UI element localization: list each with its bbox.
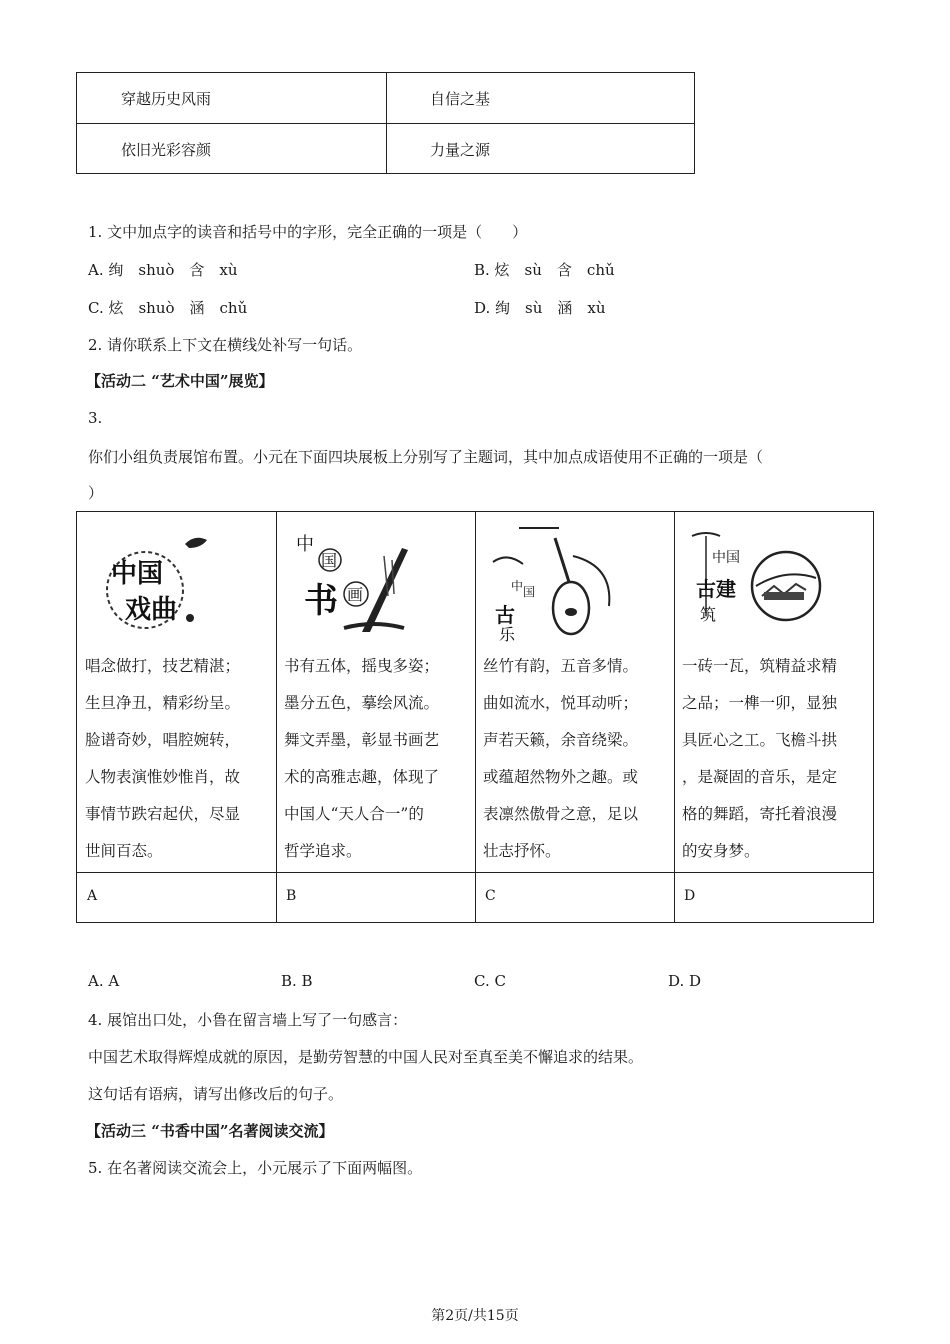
top-table bbox=[76, 72, 695, 174]
table-divider bbox=[674, 512, 675, 922]
logo-char: 国 bbox=[523, 585, 536, 599]
panel-line: 人物表演惟妙惟肖，故 bbox=[85, 768, 241, 786]
logo-char: 中国 bbox=[712, 550, 740, 566]
q3-stem: 你们小组负责展馆布置。小元在下面四块展板上分别写了主题词，其中加点成语使用不正确的一项是（ bbox=[88, 448, 764, 466]
activity3-title: 【活动三 “书香中国”名著阅读交流】 bbox=[86, 1122, 334, 1140]
panel-line: 之品；一榫一卯，显独 bbox=[682, 694, 838, 712]
q1-option-b: B. 炫 sù 含 chǔ bbox=[474, 261, 615, 279]
panel-line: 术的高雅志趣，体现了 bbox=[284, 768, 440, 786]
q1-stem: 1. 文中加点字的读音和括号中的字形，完全正确的一项是（ ） bbox=[88, 223, 528, 241]
q3-number: 3. bbox=[88, 409, 103, 427]
logo-char: 筑 bbox=[700, 605, 717, 624]
panel-line: 书有五体，摇曳多姿； bbox=[284, 657, 440, 675]
table-cell: 穿越历史风雨 bbox=[121, 90, 212, 108]
q4-stem: 4. 展馆出口处，小鲁在留言墙上写了一句感言： bbox=[88, 1011, 408, 1029]
panel-letter: A bbox=[87, 888, 98, 904]
q1-option-c: C. 炫 shuò 涵 chǔ bbox=[88, 299, 248, 317]
logo-char: 画 bbox=[347, 585, 364, 604]
table-cell: 力量之源 bbox=[430, 141, 491, 159]
architecture-logo-icon bbox=[682, 520, 822, 642]
logo-char: 古 bbox=[495, 603, 515, 627]
panel-line: 哲学追求。 bbox=[284, 842, 362, 860]
panel-line: 壮志抒怀。 bbox=[483, 842, 561, 860]
panel-b-text bbox=[284, 648, 468, 870]
exhibit-table bbox=[76, 511, 874, 923]
q1-option-a: A. 绚 shuò 含 xù bbox=[88, 261, 238, 279]
q3-stem-cont: ） bbox=[88, 484, 104, 502]
table-divider bbox=[475, 512, 476, 922]
pipa-logo-icon bbox=[483, 520, 623, 642]
panel-letter: B bbox=[286, 888, 297, 904]
page-number: 第2页/共15页 bbox=[431, 1308, 519, 1324]
logo-char: 中国 bbox=[111, 559, 164, 589]
table-divider bbox=[77, 872, 873, 873]
panel-line: 事情节跌宕起伏，尽显 bbox=[85, 805, 241, 823]
logo-char: 书 bbox=[304, 581, 338, 621]
panel-line: ，是凝固的音乐，是定 bbox=[682, 768, 838, 786]
panel-line: 世间百态。 bbox=[85, 842, 163, 860]
calligraphy-logo-icon bbox=[284, 520, 424, 642]
panel-line: 唱念做打，技艺精湛； bbox=[85, 657, 241, 675]
logo-char: 古建 bbox=[696, 577, 736, 601]
panel-line: 具匠心之工。飞檐斗拱 bbox=[682, 731, 838, 749]
table-cell: 自信之基 bbox=[430, 90, 491, 108]
panel-d-text bbox=[682, 648, 866, 870]
logo-char: 戏曲 bbox=[125, 595, 178, 625]
opera-logo-icon bbox=[85, 520, 225, 642]
activity2-title: 【活动二 “艺术中国”展览】 bbox=[86, 372, 274, 390]
q2-stem: 2. 请你联系上下文在横线处补写一句话。 bbox=[88, 336, 363, 354]
panel-line: 声若天籁，余音绕梁。 bbox=[483, 731, 639, 749]
table-cell: 依旧光彩容颜 bbox=[121, 141, 212, 159]
panel-line: 的安身梦。 bbox=[682, 842, 760, 860]
q4-instruction: 这句话有语病，请写出修改后的句子。 bbox=[88, 1085, 344, 1103]
table-divider bbox=[77, 123, 694, 124]
logo-char: 乐 bbox=[499, 625, 516, 642]
table-divider bbox=[276, 512, 277, 922]
panel-letter: C bbox=[485, 888, 496, 904]
panel-line: 中国人“天人合一”的 bbox=[284, 805, 424, 823]
panel-line: 脸谱奇妙，唱腔婉转， bbox=[85, 731, 241, 749]
q4-quote: 中国艺术取得辉煌成就的原因，是勤劳智慧的中国人民对至真至美不懈追求的结果。 bbox=[88, 1048, 644, 1066]
panel-line: 或蕴超然物外之趣。或 bbox=[483, 768, 639, 786]
panel-line: 墨分五色，摹绘风流。 bbox=[284, 694, 440, 712]
panel-line: 生旦净丑，精彩纷呈。 bbox=[85, 694, 241, 712]
logo-char: 国 bbox=[321, 551, 338, 570]
panel-line: 格的舞蹈，寄托着浪漫 bbox=[682, 805, 838, 823]
q5-stem: 5. 在名著阅读交流会上，小元展示了下面两幅图。 bbox=[88, 1159, 423, 1177]
panel-line: 丝竹有韵，五音多情。 bbox=[483, 657, 639, 675]
logo-char: 中 bbox=[296, 534, 314, 555]
panel-a-text bbox=[85, 648, 269, 870]
panel-line: 表凛然傲骨之意，足以 bbox=[483, 805, 639, 823]
panel-c-text bbox=[483, 648, 667, 870]
panel-line: 一砖一瓦，筑精益求精 bbox=[682, 657, 838, 675]
q1-option-d: D. 绚 sù 涵 xù bbox=[474, 299, 606, 317]
panel-line: 曲如流水，悦耳动听； bbox=[483, 694, 639, 712]
panel-line: 舞文弄墨，彰显书画艺 bbox=[284, 731, 440, 749]
logo-char: 中 bbox=[511, 579, 524, 593]
panel-letter: D bbox=[684, 888, 696, 904]
q3-option-a: A. A bbox=[88, 972, 120, 990]
q3-option-c: C. C bbox=[474, 972, 506, 990]
q3-option-b: B. B bbox=[281, 972, 313, 990]
q3-option-d: D. D bbox=[668, 972, 702, 990]
